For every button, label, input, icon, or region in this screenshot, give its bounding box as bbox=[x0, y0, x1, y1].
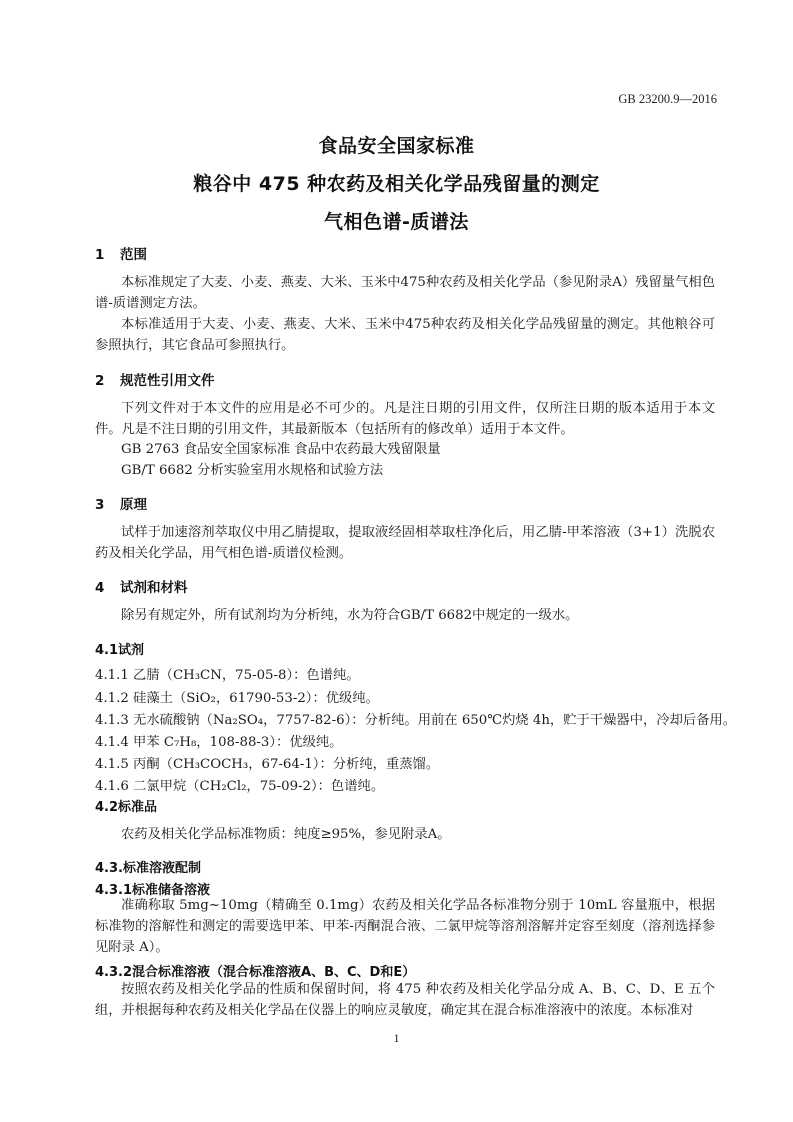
section-2-heading bbox=[95, 369, 215, 389]
reagent-4-1-5: 4.1.5 丙酮（CH₃COCH₃，67-64-1）：分析纯，重蒸馏。 bbox=[95, 757, 440, 772]
reagent-4-1-3: 4.1.3 无水硫酸钠（Na₂SO₄，7757-82-6）：分析纯。用前在 650℃灼烧 4h，贮于干燥器中，冷却后备用。 bbox=[95, 713, 737, 728]
section-2-number: 2 bbox=[95, 373, 105, 389]
section-1-heading bbox=[95, 243, 147, 263]
section-4-3-2-paragraph: 按照农药及相关化学品的性质和保留时间，将 475 种农药及相关化学品分成 A、B、C、D、E 五个组，并根据每种农药及相关化学品在仪器上的响应灵敏度，确定其在混合标准溶液中的浓度。本标准对 bbox=[95, 982, 715, 1018]
reagent-4-1-6: 4.1.6 二氯甲烷（CH₂Cl₂，75-09-2）：色谱纯。 bbox=[95, 779, 385, 794]
section-4-paragraph-1: 除另有规定外，所有试剂均为分析纯，水为符合GB/T 6682中规定的一级水。 bbox=[121, 608, 579, 623]
title-line-3: 气相色谱-质谱法 bbox=[324, 211, 469, 233]
page-number: 1 bbox=[393, 1031, 400, 1045]
section-4-2-heading: 4.2标准品 bbox=[95, 800, 158, 815]
reference-gbt6682: GB/T 6682 分析实验室用水规格和试验方法 bbox=[121, 463, 384, 478]
section-2-title: 规范性引用文件 bbox=[120, 373, 215, 389]
section-1-paragraph-1: 本标准规定了大麦、小麦、燕麦、大米、玉米中475种农药及相关化学品（参见附录A）残留量气相色谱-质谱测定方法。 bbox=[95, 275, 715, 311]
reference-gb2763: GB 2763 食品安全国家标准 食品中农药最大残留限量 bbox=[121, 442, 441, 457]
title-line-1: 食品安全国家标准 bbox=[318, 135, 475, 157]
section-4-1-heading: 4.1试剂 bbox=[95, 643, 145, 658]
section-1-title: 范围 bbox=[120, 247, 147, 263]
reagent-4-1-2: 4.1.2 硅藻土（SiO₂，61790-53-2）：优级纯。 bbox=[95, 691, 379, 706]
reagent-4-1-1: 4.1.1 乙腈（CH₃CN，75-05-8）：色谱纯。 bbox=[95, 668, 360, 683]
section-3-paragraph-1: 试样于加速溶剂萃取仪中用乙腈提取，提取液经固相萃取柱净化后，用乙腈-甲苯溶液（3+1）洗脱农药及相关化学品，用气相色谱-质谱仪检测。 bbox=[95, 525, 715, 561]
section-4-3-1-paragraph: 准确称取 5mg~10mg（精确至 0.1mg）农药及相关化学品各标准物分别于 10mL 容量瓶中，根据标准物的溶解性和测定的需要选甲苯、甲苯-丙酮混合液、二氯甲烷等溶剂溶解并定容至刻度（溶剂选择参见附录 A）。 bbox=[95, 898, 715, 955]
title-line-2: 粮谷中 475 种农药及相关化学品残留量的测定 bbox=[193, 173, 600, 195]
section-4-2-paragraph: 农药及相关化学品标准物质：纯度≥95%，参见附录A。 bbox=[121, 827, 451, 842]
section-2-paragraph-1: 下列文件对于本文件的应用是必不可少的。凡是注日期的引用文件，仅所注日期的版本适用于本文件。凡是不注日期的引用文件，其最新版本（包括所有的修改单）适用于本文件。 bbox=[95, 401, 715, 437]
section-4-number: 4 bbox=[95, 580, 105, 596]
section-4-title: 试剂和材料 bbox=[120, 580, 188, 596]
section-1-paragraph-2: 本标准适用于大麦、小麦、燕麦、大米、玉米中475种农药及相关化学品残留量的测定。其他粮谷可参照执行，其它食品可参照执行。 bbox=[95, 317, 715, 353]
standard-number: GB 23200.9—2016 bbox=[618, 92, 717, 106]
section-4-3-1-heading: 4.3.1标准储备溶液 bbox=[95, 883, 211, 898]
section-3-number: 3 bbox=[95, 497, 105, 513]
section-4-3-heading: 4.3.标准溶液配制 bbox=[95, 861, 201, 876]
section-4-3-2-heading: 4.3.2混合标准溶液（混合标准溶液A、B、C、D和E） bbox=[95, 965, 416, 980]
section-3-heading bbox=[95, 493, 147, 513]
section-4-heading bbox=[95, 576, 188, 596]
section-3-title: 原理 bbox=[120, 497, 147, 513]
section-1-number: 1 bbox=[95, 247, 105, 263]
reagent-4-1-4: 4.1.4 甲苯 C₇H₈，108-88-3）：优级纯。 bbox=[95, 735, 343, 750]
